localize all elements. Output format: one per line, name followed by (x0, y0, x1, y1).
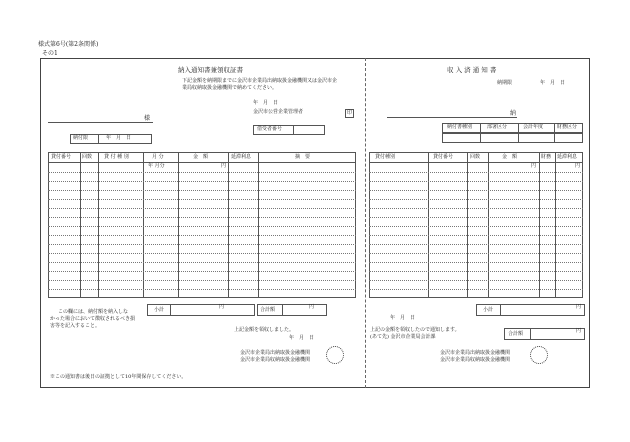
right-title: 収 入 済 通 知 書 (447, 66, 497, 74)
table-row[interactable] (48, 235, 356, 236)
r-yen-unit: 円 (531, 163, 537, 169)
right-bank-collection: 金沢市企業局収納取扱金融機関 (440, 357, 511, 363)
table-row[interactable] (369, 226, 583, 227)
code-col-rule (480, 133, 481, 143)
left-receipt-stamp (326, 346, 344, 364)
left-col-rule (98, 152, 99, 298)
left-bank-disbursement: 金沢市企業局出納取扱金融機関 (240, 350, 311, 356)
right-notice-line2: (あて先) 金沢市企業局会計課 (370, 334, 436, 340)
table-row[interactable] (369, 244, 583, 245)
right-due-label: 納期限 (497, 80, 513, 86)
issuer-name: 金沢市公営企業管理者 (253, 109, 304, 115)
table-row[interactable] (369, 280, 583, 281)
code-dept: 部署区分 (487, 124, 508, 130)
right-receipt-stamp (530, 346, 548, 364)
table-row[interactable] (48, 226, 356, 227)
payer-honorific: 様 (144, 115, 151, 122)
col-loan-number: 貸付番号 (51, 154, 72, 160)
left-col-rule (178, 152, 179, 298)
receipt-date: 年 月 日 (289, 335, 315, 341)
col-r-loan-number: 貸付番号 (433, 154, 454, 160)
right-table-header-rule (369, 162, 583, 163)
borrower-id-label: 借受者番号 (257, 126, 283, 132)
left-total-yen: 円 (309, 304, 315, 310)
left-col-rule (143, 152, 144, 298)
table-row[interactable] (48, 190, 356, 191)
left-col-rule (80, 152, 81, 298)
right-payer-honorific: 納 (510, 110, 517, 117)
left-bank-collection: 金沢市企業局収納取扱金融機関 (240, 357, 311, 363)
table-row[interactable] (48, 172, 356, 173)
table-row[interactable] (48, 199, 356, 200)
payer-name-line[interactable] (48, 122, 153, 123)
code-fiscal-year: 会計年度 (523, 124, 544, 130)
table-row[interactable] (369, 271, 583, 272)
right-total-divider (530, 328, 531, 340)
right-col-rule (467, 152, 468, 298)
code-col-rule (518, 123, 519, 133)
left-total-divider (282, 304, 283, 316)
right-payer-line[interactable] (387, 117, 517, 118)
right-total-yen: 円 (576, 328, 582, 334)
form-number: 様式第6号(第2条関係) (38, 41, 99, 48)
code-values-row[interactable] (442, 133, 583, 143)
due-date-divider (98, 134, 99, 144)
code-col-rule (518, 133, 519, 143)
table-row[interactable] (369, 289, 583, 290)
right-due-date: 年 月 日 (540, 80, 566, 86)
table-row[interactable] (369, 208, 583, 209)
table-row[interactable] (48, 262, 356, 263)
yen-unit: 円 (221, 163, 227, 169)
left-col-rule (258, 152, 259, 298)
col-remarks: 摘 要 (295, 154, 311, 160)
month-unit: 年 月分 (148, 163, 165, 169)
table-row[interactable] (48, 289, 356, 290)
col-r-late-interest: 延滞利息 (557, 154, 578, 160)
right-bank-disbursement: 金沢市企業局出納取扱金融機関 (440, 350, 511, 356)
table-row[interactable] (369, 190, 583, 191)
payment-notice-line2: 業局収納取扱金融機関で納めてください。 (182, 85, 278, 91)
table-row[interactable] (48, 217, 356, 218)
perforation-line (365, 58, 366, 388)
retention-footer: ※この通知書は後日の証拠として10年間保存してください。 (50, 374, 187, 380)
left-table-header-rule (48, 162, 356, 163)
col-count: 回数 (82, 154, 93, 160)
receipt-statement: 上記金額を領収しました。 (234, 327, 295, 333)
table-row[interactable] (48, 253, 356, 254)
due-date-value: 年 月 日 (106, 135, 132, 141)
right-subtotal-yen: 円 (576, 304, 582, 310)
table-row[interactable] (48, 280, 356, 281)
col-r-loan-type: 貸付種別 (375, 154, 396, 160)
table-row[interactable] (48, 181, 356, 182)
left-title: 納入通知書兼領収証書 (178, 66, 243, 74)
right-total-label: 合計額 (508, 331, 524, 337)
code-doc-type: 納付書種別 (447, 124, 473, 130)
table-row[interactable] (48, 244, 356, 245)
right-col-rule (555, 152, 556, 298)
damages-note-line2: かった場合において徴収されるべき損 (50, 316, 136, 322)
borrower-id-divider (293, 125, 294, 135)
table-row[interactable] (369, 253, 583, 254)
left-subtotal-yen: 円 (219, 304, 225, 310)
issue-date: 年 月 日 (253, 100, 279, 106)
table-row[interactable] (48, 208, 356, 209)
col-r-count: 回数 (470, 154, 481, 160)
col-late-interest: 延滞利息 (231, 154, 252, 160)
table-row[interactable] (369, 217, 583, 218)
left-subtotal-divider (170, 304, 171, 316)
col-month: 月 分 (152, 154, 164, 160)
table-row[interactable] (369, 181, 583, 182)
right-col-rule (428, 152, 429, 298)
right-col-rule (539, 152, 540, 298)
col-r-finance: 財務 (541, 154, 552, 160)
damages-note-line3: 害等を記入すること。 (50, 323, 101, 329)
right-loan-table (369, 152, 583, 298)
code-col-rule (554, 123, 555, 133)
code-finance: 財務区分 (557, 124, 578, 130)
code-col-rule (554, 133, 555, 143)
table-row[interactable] (369, 199, 583, 200)
right-col-rule (488, 152, 489, 298)
table-row[interactable] (369, 262, 583, 263)
col-r-amount: 金 額 (502, 154, 518, 160)
left-col-rule (228, 152, 229, 298)
right-date: 年 月 日 (390, 315, 416, 321)
payment-notice-line1: 下記金額を納期限までに金沢市企業局出納取扱金融機関又は金沢市企 (182, 78, 338, 84)
right-subtotal-label: 小計 (483, 307, 494, 313)
right-subtotal-divider (500, 304, 501, 316)
damages-note-line1: この欄には、納付額を納入しな (58, 309, 129, 315)
col-amount: 金 額 (193, 154, 209, 160)
form-subtitle: その1 (42, 50, 58, 57)
seal-mark: 印 (347, 110, 353, 116)
due-date-label: 納付限 (73, 135, 89, 141)
r-yen-unit-late: 円 (575, 163, 581, 169)
table-row[interactable] (369, 172, 583, 173)
left-subtotal-label: 小計 (154, 307, 165, 313)
left-total-label: 合計額 (260, 307, 276, 313)
code-col-rule (480, 123, 481, 133)
col-loan-type: 貸 付 種 別 (104, 154, 129, 160)
table-row[interactable] (369, 235, 583, 236)
left-loan-table (48, 152, 356, 298)
table-row[interactable] (48, 271, 356, 272)
right-notice-line1: 上記の金額を領収したので通知します。 (370, 327, 460, 333)
